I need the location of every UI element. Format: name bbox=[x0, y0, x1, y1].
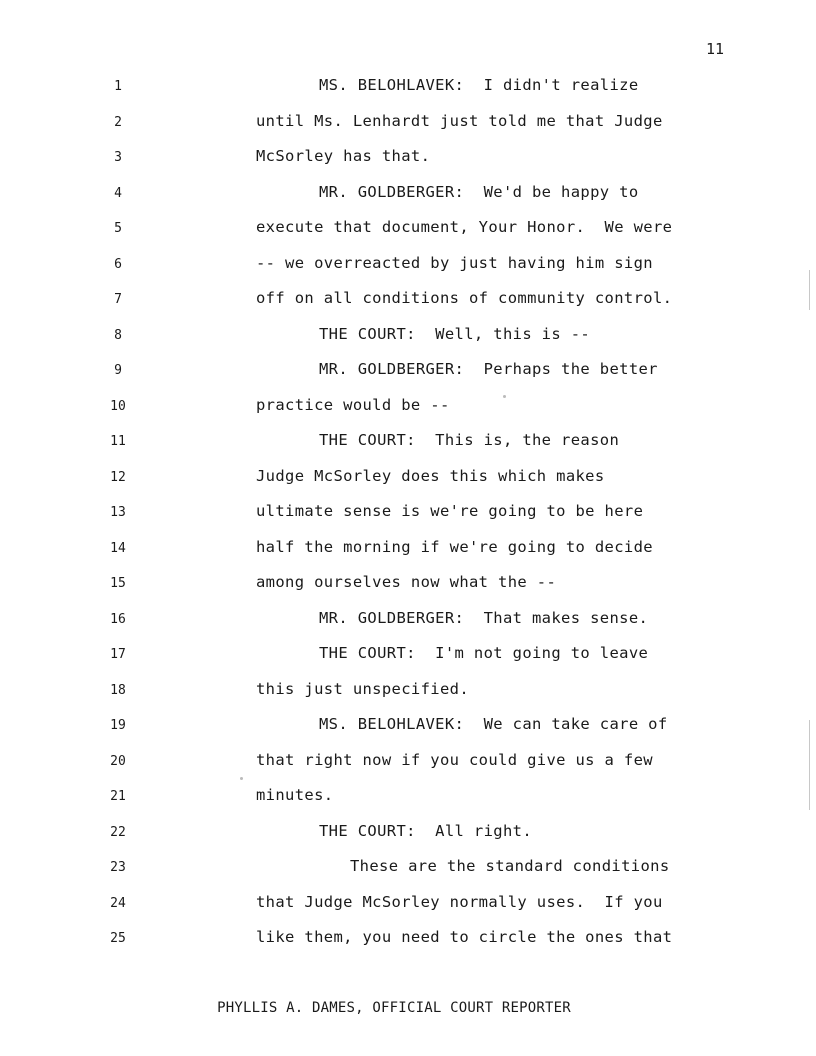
transcript-line bbox=[0, 431, 816, 455]
line-number: 21 bbox=[110, 789, 126, 804]
line-number: 20 bbox=[110, 753, 126, 769]
line-number: 22 bbox=[110, 824, 126, 840]
line-number: 13 bbox=[110, 505, 126, 520]
transcript-line bbox=[0, 218, 816, 242]
line-number: 5 bbox=[114, 221, 122, 236]
line-text: McSorley has that. bbox=[256, 147, 431, 165]
scan-edge-mark bbox=[809, 270, 810, 310]
transcript-line bbox=[0, 147, 816, 171]
line-text: like them, you need to circle the ones that bbox=[256, 928, 673, 946]
line-number: 19 bbox=[110, 718, 126, 733]
transcript-line bbox=[0, 928, 816, 952]
line-text: THE COURT: All right. bbox=[319, 821, 532, 840]
transcript-line bbox=[0, 183, 816, 207]
transcript-line bbox=[0, 502, 816, 526]
scan-edge-mark bbox=[809, 720, 810, 810]
line-number: 1 bbox=[114, 79, 122, 94]
line-number: 11 bbox=[110, 434, 126, 449]
line-text: Judge McSorley does this which makes bbox=[256, 466, 605, 485]
line-number: 4 bbox=[114, 185, 122, 201]
transcript-line bbox=[0, 325, 816, 349]
line-text: until Ms. Lenhardt just told me that Judge bbox=[256, 111, 663, 130]
transcript-line bbox=[0, 289, 816, 313]
line-text: THE COURT: I'm not going to leave bbox=[319, 644, 649, 662]
line-text: THE COURT: This is, the reason bbox=[319, 431, 620, 449]
reporter-footer-text: PHYLLIS A. DAMES, OFFICIAL COURT REPORTER bbox=[217, 1000, 571, 1016]
line-text: MS. BELOHLAVEK: We can take care of bbox=[319, 715, 668, 733]
line-number: 17 bbox=[110, 647, 126, 662]
line-text: that Judge McSorley normally uses. If you bbox=[256, 892, 663, 911]
line-text: -- we overreacted by just having him sign bbox=[256, 253, 653, 272]
line-number: 3 bbox=[114, 150, 122, 165]
reporter-footer bbox=[0, 1000, 816, 1016]
line-number: 14 bbox=[110, 540, 126, 556]
line-number: 9 bbox=[114, 363, 122, 378]
transcript-line bbox=[0, 857, 816, 881]
line-number: 8 bbox=[114, 327, 122, 343]
line-number: 12 bbox=[110, 469, 126, 485]
line-number: 2 bbox=[114, 114, 122, 130]
line-text: MR. GOLDBERGER: We'd be happy to bbox=[319, 182, 639, 201]
transcript-line bbox=[0, 715, 816, 739]
transcript-line bbox=[0, 680, 816, 704]
line-text: half the morning if we're going to decide bbox=[256, 537, 653, 556]
line-text: execute that document, Your Honor. We were bbox=[256, 218, 673, 236]
transcript-line bbox=[0, 644, 816, 668]
line-number: 24 bbox=[110, 895, 126, 911]
line-text: practice would be -- bbox=[256, 395, 450, 414]
transcript-line bbox=[0, 751, 816, 775]
transcript-line bbox=[0, 573, 816, 597]
transcript-line bbox=[0, 893, 816, 917]
transcript-line bbox=[0, 822, 816, 846]
page-number: 11 bbox=[705, 40, 724, 58]
line-text: this just unspecified. bbox=[256, 679, 469, 698]
line-text: that right now if you could give us a few bbox=[256, 750, 653, 769]
transcript-line bbox=[0, 538, 816, 562]
transcript-line bbox=[0, 112, 816, 136]
line-number: 25 bbox=[110, 931, 126, 946]
transcript-line bbox=[0, 786, 816, 810]
transcript-line bbox=[0, 76, 816, 100]
line-text: MS. BELOHLAVEK: I didn't realize bbox=[319, 76, 639, 94]
line-text: among ourselves now what the -- bbox=[256, 573, 557, 591]
line-number: 6 bbox=[114, 256, 122, 272]
line-number: 23 bbox=[110, 860, 126, 875]
transcript-line bbox=[0, 360, 816, 384]
line-text: THE COURT: Well, this is -- bbox=[319, 324, 591, 343]
line-number: 7 bbox=[114, 292, 122, 307]
line-text: MR. GOLDBERGER: Perhaps the better bbox=[319, 360, 658, 378]
line-number: 15 bbox=[110, 576, 126, 591]
transcript-line bbox=[0, 609, 816, 633]
transcript-line bbox=[0, 467, 816, 491]
line-text: off on all conditions of community control. bbox=[256, 289, 673, 307]
scan-speck bbox=[240, 777, 243, 780]
transcript-line bbox=[0, 396, 816, 420]
line-number: 16 bbox=[110, 611, 126, 627]
line-number: 18 bbox=[110, 682, 126, 698]
line-text: minutes. bbox=[256, 786, 334, 804]
line-text: ultimate sense is we're going to be here bbox=[256, 502, 644, 520]
line-text: These are the standard conditions bbox=[350, 857, 670, 875]
line-number: 10 bbox=[110, 398, 126, 414]
scan-speck bbox=[503, 395, 506, 398]
line-text: MR. GOLDBERGER: That makes sense. bbox=[319, 608, 649, 627]
transcript-line bbox=[0, 254, 816, 278]
